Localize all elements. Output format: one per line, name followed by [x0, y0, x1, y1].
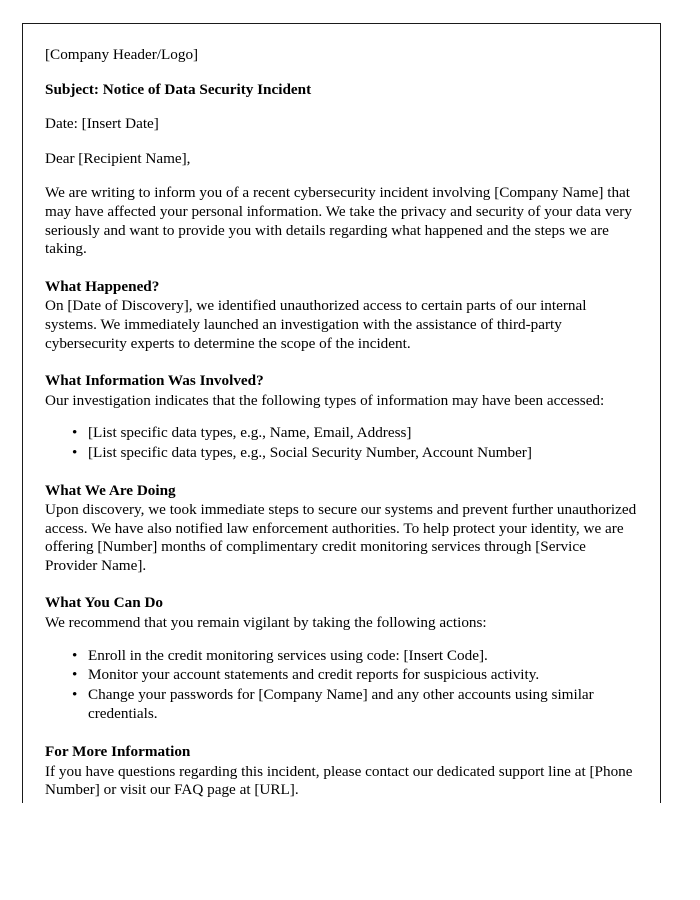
section-heading: For More Information	[45, 743, 191, 761]
bullet-point-icon: •	[72, 666, 78, 684]
subject-line: Subject: Notice of Data Security Incident	[45, 80, 312, 98]
section-what-happened	[45, 278, 637, 353]
data-types-bullet-list	[45, 423, 637, 462]
section-body: Our investigation indicates that the following types of information may have been accessed:	[45, 391, 605, 409]
list-item	[45, 646, 637, 666]
section-what-you-can-do	[45, 594, 637, 724]
company-header-placeholder: [Company Header/Logo]	[45, 46, 199, 63]
section-body: On [Date of Discovery], we identified unauthorized access to certain parts of our internal systems. We immediately launched an investigation with the assistance of third-party cybersecurity experts to determine the scope of the incident.	[45, 297, 587, 352]
bullet-point-icon: •	[72, 685, 78, 703]
list-item-label: Change your passwords for [Company Name] and any other accounts using similar credentials.	[88, 685, 594, 723]
bullet-point-icon: •	[72, 424, 78, 442]
list-item	[45, 665, 637, 685]
list-item	[45, 423, 637, 443]
salutation: Dear [Recipient Name],	[45, 149, 191, 167]
list-item-label: [List specific data types, e.g., Name, Email, Address]	[88, 424, 412, 442]
section-what-information-was-involved	[45, 372, 637, 462]
section-heading: What Happened?	[45, 277, 160, 295]
document-content	[45, 46, 637, 800]
section-heading: What You Can Do	[45, 594, 164, 612]
section-heading: What Information Was Involved?	[45, 372, 264, 390]
bullet-point-icon: •	[72, 443, 78, 461]
section-for-more-information	[45, 743, 637, 800]
section-what-we-are-doing	[45, 482, 637, 576]
section-body: Upon discovery, we took immediate steps to secure our systems and prevent further unauthorized access. We have also notified law enforcement authorities. To help protect your identity, we are offering [Number] months of complimentary credit monitoring services through [Service Provider Name].	[45, 501, 637, 574]
list-item-label: Monitor your account statements and credit reports for suspicious activity.	[88, 666, 540, 684]
section-heading: What We Are Doing	[45, 481, 176, 499]
list-item-label: [List specific data types, e.g., Social Security Number, Account Number]	[88, 443, 532, 461]
intro-paragraph: We are writing to inform you of a recent cybersecurity incident involving [Company Name] that may have affected your personal information. We take the privacy and security of your data very seriously and want to provide you with details regarding what happened and the steps we are taking.	[45, 184, 632, 258]
date-line: Date: [Insert Date]	[45, 115, 159, 133]
recommended-actions-bullet-list	[45, 646, 637, 724]
section-body: If you have questions regarding this incident, please contact our dedicated support line at [Phone Number] or visit our FAQ page at [URL].	[45, 762, 633, 799]
bullet-point-icon: •	[72, 646, 78, 664]
list-item	[45, 443, 637, 463]
list-item	[45, 685, 637, 724]
list-item-label: Enroll in the credit monitoring services using code: [Insert Code].	[88, 646, 488, 664]
section-body: We recommend that you remain vigilant by taking the following actions:	[45, 614, 487, 632]
